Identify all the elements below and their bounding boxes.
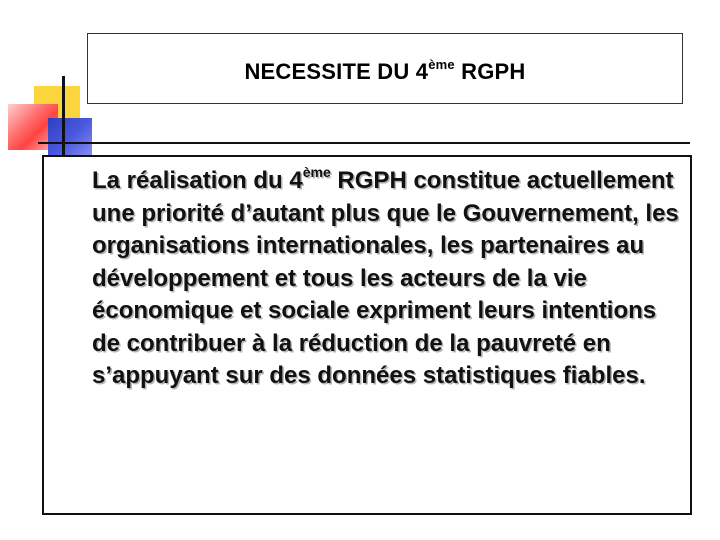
body-prefix: La réalisation du 4 xyxy=(92,167,303,194)
title-superscript: ème xyxy=(428,56,455,72)
logo-blue-square xyxy=(48,118,92,160)
horizontal-rule xyxy=(38,142,690,144)
body-superscript: ème xyxy=(302,164,331,180)
body-paragraph xyxy=(92,165,682,393)
title-suffix: RGPH xyxy=(454,58,526,84)
content-box xyxy=(42,155,692,515)
vertical-rule xyxy=(62,76,65,162)
title-prefix: NECESSITE DU 4 xyxy=(244,58,429,84)
slide-title xyxy=(244,53,525,85)
title-box xyxy=(87,33,683,104)
body-suffix: RGPH constitue actuellement une priorité d’autant plus que le Gouvernement, les organisations internationales, les partenaires au développement et tous les acteurs de la vie économique et sociale expriment leurs intentions de contribuer à la réduction de la pauvreté en s’appuyant sur des données statistiques fiables. xyxy=(92,167,679,389)
